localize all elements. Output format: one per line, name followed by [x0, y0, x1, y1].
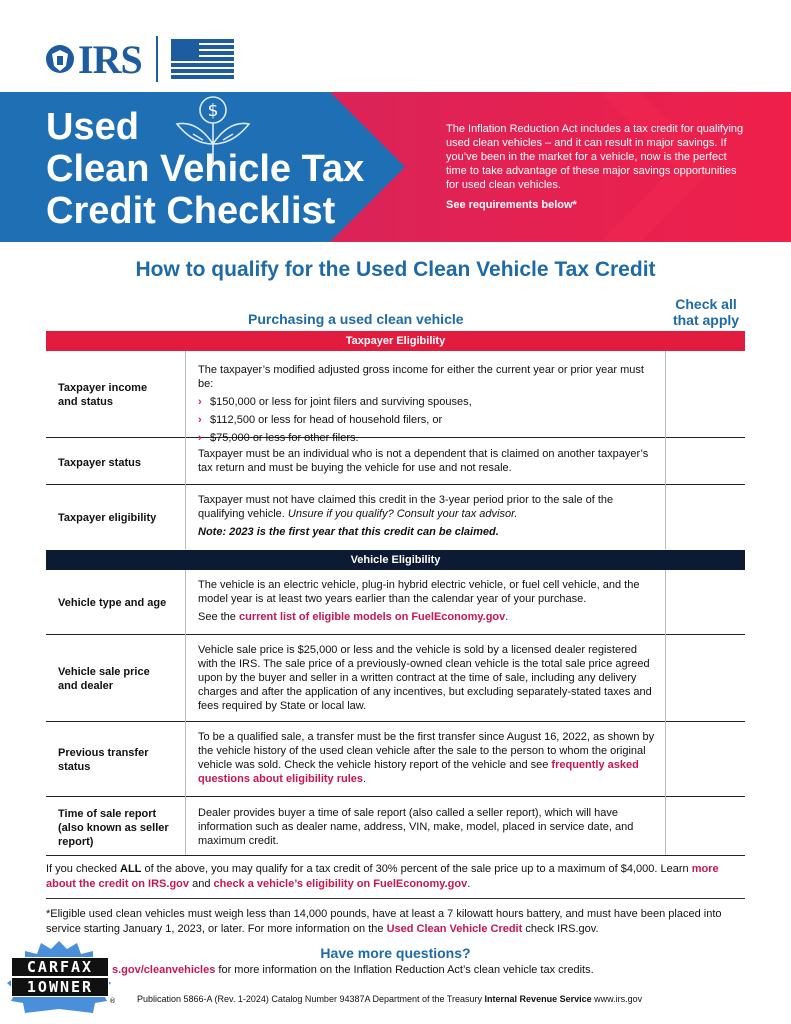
svg-text:$: $ [207, 101, 219, 121]
list-item-text: $112,500 or less for head of household filers, or [210, 414, 443, 426]
column-divider [185, 570, 186, 855]
row-description [198, 363, 658, 445]
carfax-badge [5, 941, 116, 1013]
column-divider [185, 351, 186, 549]
chevron-right-icon: › [198, 414, 202, 426]
summary-all: ALL [120, 863, 142, 875]
flag-icon [171, 39, 234, 79]
income-intro: The taxpayer’s modified adjusted gross income for either the current year or prior year must be: [198, 364, 644, 390]
list-item [198, 395, 658, 409]
list-item-text: $75,000 or less for other filers. [210, 432, 359, 444]
used-credit-link[interactable]: Used Clean Vehicle Credit [386, 923, 523, 935]
eligibility-advice: Unsure if you qualify? Consult your tax advisor. [287, 508, 518, 520]
chevron-right-icon: › [198, 396, 202, 408]
vehicle-type-text: The vehicle is an electric vehicle, plug-in hybrid electric vehicle, or fuel cell vehicle, and the model year is at least two years earlier than the calendar year of your purchase. [198, 579, 640, 605]
hero-banner [0, 92, 791, 242]
column-divider [665, 351, 666, 549]
column-header-purchase: Purchasing a used clean vehicle [248, 311, 464, 327]
see-text: See the [198, 611, 236, 623]
summary-part: If you checked [46, 863, 117, 875]
publication-url: www.irs.gov [594, 994, 643, 1004]
transfer-text: To be a qualified sale, a transfer must be the first transfer since August 16, 2022, as shown by the vehicle history of the used clean vehicle after the sale to the person to whom the original vehicle was sold. Check the vehicle history report of the vehicle and see [198, 731, 655, 771]
table-row [46, 797, 745, 856]
badge-line: CARFAX [26, 958, 94, 976]
list-item-text: $150,000 or less for joint filers and surviving spouses, [210, 396, 472, 408]
table-row [46, 635, 745, 722]
row-description [198, 730, 658, 786]
questions-body: for more information on the Inflation Reduction Act’s clean vehicle tax credits. [218, 964, 594, 976]
row-description: Taxpayer must be an individual who is not a dependent that is claimed on another taxpayer’s tax return and must be buying the vehicle for use and not resale. [198, 448, 649, 474]
row-label: Taxpayer status [58, 457, 141, 469]
eligibility-text [198, 493, 658, 521]
footnote-text: *Eligible used clean vehicles must weigh less than 14,000 pounds, have at least a 7 kilowatt hours battery, and must have been placed into service starting January 1, 2023, or later. For more information on the [46, 908, 722, 935]
table-row [46, 722, 745, 797]
period: . [505, 611, 509, 623]
period: . [363, 773, 367, 785]
taxpayer-eligibility-header: Taxpayer Eligibility [46, 331, 745, 351]
column-divider [665, 570, 666, 855]
irs-wordmark: IRS [78, 36, 142, 82]
row-label: Vehicle type and age [58, 597, 167, 609]
row-description: Vehicle sale price is $25,000 or less and the vehicle is sold by a licensed dealer registered with the IRS. The sale price of a previously-owned clean vehicle is the total sale price agreed upon by the buyer and seller in a written contract at the time of sale, including any delivery charges and after the application of any incentives, but excluding separately-stated taxes and fees required by State or local law. [198, 644, 652, 712]
title-line: Used [46, 106, 139, 148]
check-header-line: Check all [675, 296, 737, 312]
summary-text [46, 862, 746, 892]
vehicle-eligibility-header: Vehicle Eligibility [46, 550, 745, 570]
footnote-end: check IRS.gov. [525, 923, 599, 935]
row-label: Taxpayer income and status [58, 382, 148, 408]
title-line: Credit Checklist [46, 190, 336, 232]
row-label: Vehicle sale price and dealer [58, 666, 150, 692]
faq-link[interactable]: frequently asked questions about eligibility rules [198, 759, 639, 785]
questions-text [112, 964, 594, 976]
row-description [198, 578, 658, 624]
table-row [46, 438, 745, 485]
trademark: ® [109, 997, 116, 1005]
section-title: How to qualify for the Used Clean Vehicle Tax Credit [135, 258, 656, 281]
period: . [467, 878, 471, 890]
hero-requirements: See requirements below* [446, 199, 577, 211]
title-line: Clean Vehicle Tax [46, 148, 365, 190]
hero-intro: The Inflation Reduction Act includes a tax credit for qualifying used clean vehicles – and it can result in major savings. If you’ve been in the market for a vehicle, now is the perfect time to take advantage of these major savings opportunities for used clean vehicles. [446, 123, 744, 191]
eligibility-note: Note: 2023 is the first year that this credit can be claimed. [198, 526, 499, 538]
footnote [46, 907, 746, 937]
summary-part: of the above, you may qualify for a tax credit of 30% percent of the sale price up to a maximum of $4,000. Learn [144, 863, 689, 875]
check-header-line: that apply [672, 312, 740, 328]
publication-info [137, 994, 642, 1004]
vehicle-type-see [198, 610, 658, 624]
table-row [46, 485, 745, 549]
row-label: Time of sale report (also known as seller report) [58, 808, 169, 848]
summary-part: and [192, 878, 211, 890]
table-row [46, 351, 745, 444]
row-description [198, 493, 658, 539]
irs-logo [45, 36, 234, 82]
eligibility-main: Taxpayer must not have claimed this credit in the 3-year period prior to the sale of the qualifying vehicle. [198, 494, 614, 520]
row-description: Dealer provides buyer a time of sale report (also called a seller report), which will have information such as dealer name, address, VIN, make, model, placed in service date, and maximum credit. [198, 807, 634, 847]
eagle-icon [45, 42, 75, 76]
chevron-right-icon: › [198, 432, 202, 444]
eligible-models-link[interactable]: current list of eligible models on FuelEconomy.gov [238, 611, 506, 623]
column-header-check [668, 296, 744, 328]
badge-line: 1OWNER [26, 978, 94, 996]
irs-credit-link[interactable]: more about the credit on IRS.gov [46, 863, 719, 890]
row-label: Previous transfer status [58, 747, 149, 773]
logo-divider [156, 36, 158, 82]
page-title [46, 106, 386, 232]
list-item [198, 413, 658, 427]
divider [46, 898, 745, 899]
fueleconomy-link[interactable]: check a vehicle’s eligibility on FuelEconomy.gov [213, 878, 468, 890]
row-label: Taxpayer eligibility [58, 512, 157, 524]
questions-heading: Have more questions? [320, 945, 471, 961]
publication-irs: Internal Revenue Service [484, 994, 592, 1004]
table-row [46, 570, 745, 635]
cleanvehicles-link[interactable]: s.gov/cleanvehicles [112, 964, 216, 976]
publication-text: Publication 5866-A (Rev. 1-2024) Catalog Number 94387A Department of the Treasury [137, 994, 483, 1004]
